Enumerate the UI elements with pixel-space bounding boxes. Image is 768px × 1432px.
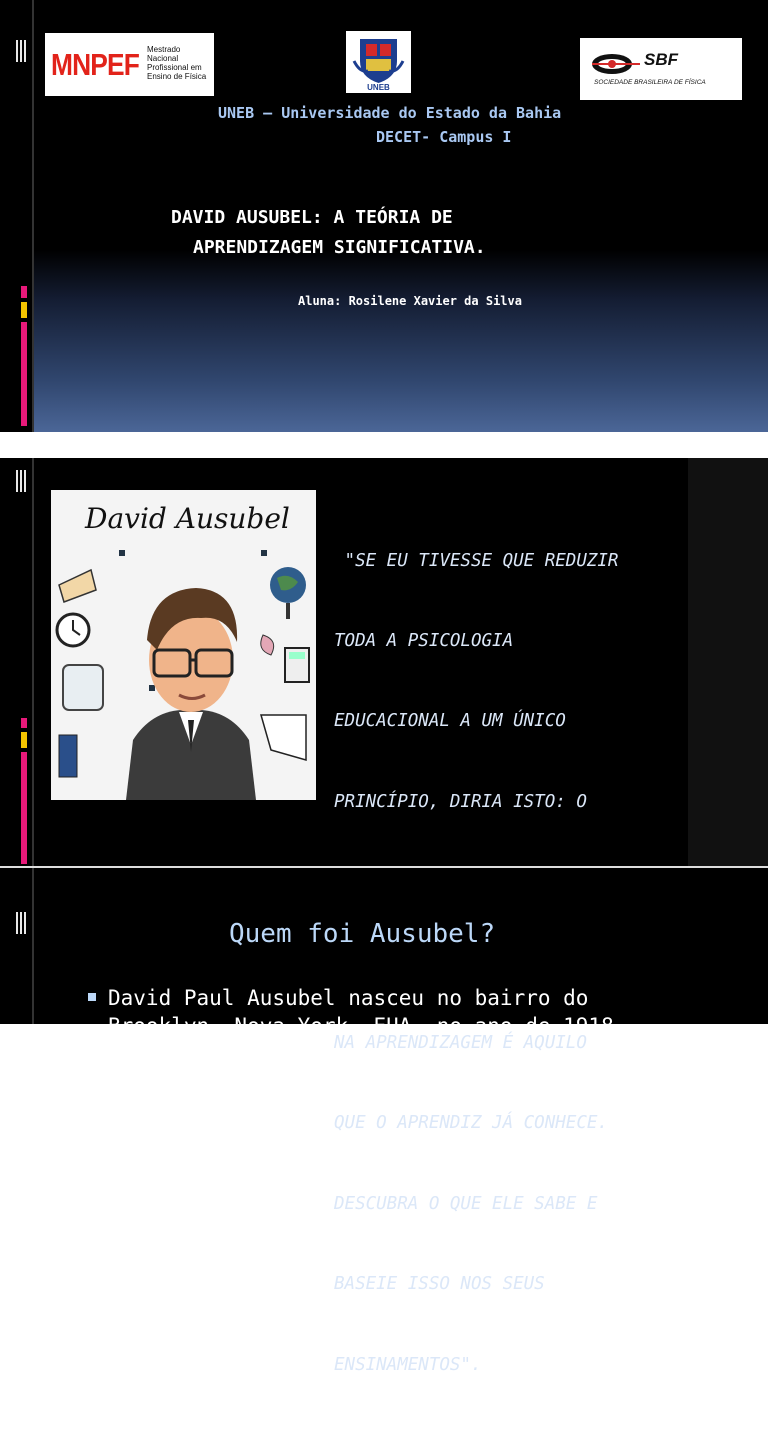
quote-line: "SE EU TIVESSE QUE REDUZIR bbox=[334, 550, 619, 571]
hatch-decoration bbox=[16, 470, 28, 492]
student-name: Aluna: Rosilene Xavier da Silva bbox=[298, 294, 522, 308]
accent-pink bbox=[21, 718, 27, 728]
slide-separator bbox=[0, 432, 768, 458]
slide-title-line1: DAVID AUSUBEL: A TEÓRIA DE bbox=[171, 207, 453, 228]
accent-yellow bbox=[21, 302, 27, 318]
quote-line: PRINCÍPIO, DIRIA ISTO: O bbox=[334, 791, 587, 812]
mnpef-logo bbox=[45, 33, 214, 96]
hatch-decoration bbox=[16, 40, 28, 62]
portrait-illustration bbox=[51, 490, 316, 800]
torn-paper-decoration bbox=[688, 458, 768, 866]
campus-name: DECET- Campus I bbox=[376, 128, 512, 146]
accent-yellow bbox=[21, 732, 27, 748]
accent-pink-long bbox=[21, 322, 27, 426]
biography-slide bbox=[0, 866, 768, 1038]
sbf-logo-text: SBF bbox=[644, 50, 678, 69]
slide-title-line2: APRENDIZAGEM SIGNIFICATIVA. bbox=[193, 237, 486, 258]
title-slide bbox=[0, 0, 768, 432]
uneb-crest-icon bbox=[346, 31, 411, 93]
accent-pink bbox=[21, 286, 27, 298]
accent-pink-long bbox=[21, 752, 27, 864]
slide-left-bar bbox=[0, 458, 34, 866]
sbf-logo bbox=[580, 38, 742, 100]
bullet-item-continuation: Brooklyn, Nova York, EUA, no ano de 1918 bbox=[108, 1014, 614, 1038]
portrait-caption: David Ausubel bbox=[85, 502, 290, 535]
sbf-eye-icon bbox=[590, 52, 642, 76]
bullet-text: David Paul Ausubel nasceu no bairro do bbox=[108, 986, 589, 1010]
bullet-item bbox=[88, 986, 588, 1010]
hatch-decoration bbox=[16, 912, 28, 934]
quote-line: BASEIE ISSO NOS SEUS bbox=[334, 1274, 545, 1295]
quote-line: QUE O APRENDIZ JÁ CONHECE. bbox=[334, 1113, 608, 1134]
sbf-logo-subtext: SOCIEDADE BRASILEIRA DE FÍSICA bbox=[594, 79, 706, 86]
quote-line: EDUCACIONAL A UM ÚNICO bbox=[334, 711, 566, 732]
quote-line: TODA A PSICOLOGIA bbox=[334, 630, 514, 651]
slide-left-bar bbox=[0, 868, 34, 1024]
ausubel-portrait bbox=[51, 490, 316, 800]
quote-line: NA APRENDIZAGEM É AQUILO bbox=[334, 1032, 587, 1053]
quote-line: ENSINAMENTOS". bbox=[334, 1354, 482, 1375]
uneb-logo bbox=[346, 31, 411, 93]
quote-line: DESCUBRA O QUE ELE SABE E bbox=[334, 1193, 598, 1214]
slide-left-bar bbox=[0, 0, 34, 432]
mnpef-logo-subtext: Mestrado Nacional Profissional em Ensino de Física bbox=[147, 45, 207, 81]
svg-text:UNEB: UNEB bbox=[367, 83, 390, 92]
bullet-square-icon bbox=[88, 993, 96, 1001]
university-name: UNEB – Universidade do Estado da Bahia bbox=[218, 104, 562, 122]
slide-heading: Quem foi Ausubel? bbox=[229, 919, 496, 949]
mnpef-logo-text: MNPEF bbox=[51, 47, 139, 82]
